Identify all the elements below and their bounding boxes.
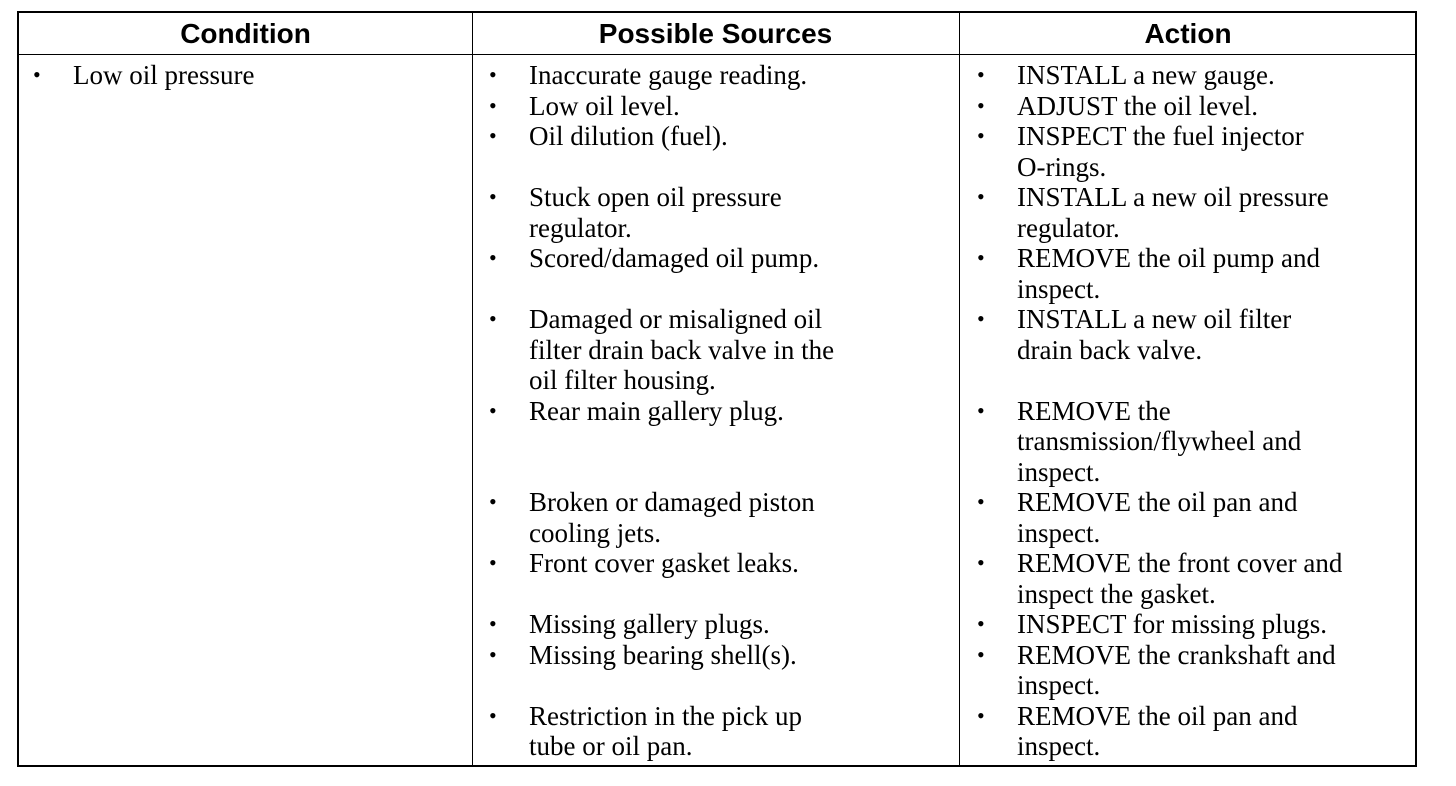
source-text: oil filter housing.: [529, 365, 716, 395]
source-text: tube or oil pan.: [529, 731, 693, 761]
source-bullet: •: [489, 641, 497, 667]
action-bullet: •: [977, 306, 985, 331]
source-bullet: •: [489, 489, 497, 514]
column-divider: [472, 13, 473, 765]
source-text: Damaged or misaligned oil: [529, 304, 823, 334]
action-bullet: •: [977, 641, 985, 667]
action-text: INSTALL a new gauge.: [1017, 60, 1275, 90]
source-text: Stuck open oil pressure: [529, 182, 782, 212]
action-bullet: •: [977, 489, 985, 514]
source-text: Restriction in the pick up: [529, 700, 802, 731]
action-text: inspect.: [1017, 517, 1101, 548]
source-text: Scored/damaged oil pump.: [529, 243, 820, 273]
source-bullet: •: [489, 702, 497, 728]
action-text: inspect.: [1017, 731, 1101, 761]
action-text: REMOVE the oil pan and: [1017, 487, 1298, 517]
action-bullet: •: [977, 92, 985, 118]
action-text: INSTALL a new oil pressure: [1017, 182, 1329, 212]
action-text: INSPECT for missing plugs.: [1017, 609, 1328, 639]
action-bullet: •: [977, 123, 985, 148]
header-condition: Condition: [180, 18, 311, 49]
condition-bullet: •: [33, 62, 41, 87]
action-text: REMOVE the front cover and: [1017, 548, 1343, 578]
action-text: regulator.: [1017, 212, 1120, 243]
source-text: Front cover gasket leaks.: [529, 548, 799, 578]
source-text: Missing bearing shell(s).: [529, 639, 797, 670]
source-bullet: •: [489, 397, 497, 423]
source-bullet: •: [489, 184, 497, 209]
source-text: Low oil level.: [529, 90, 680, 121]
action-text: O-rings.: [1017, 151, 1107, 182]
action-text: drain back valve.: [1017, 334, 1203, 365]
column-divider: [959, 13, 960, 765]
source-text: cooling jets.: [529, 517, 661, 548]
source-text: regulator.: [529, 212, 632, 243]
source-text: Missing gallery plugs.: [529, 609, 770, 639]
header-divider: [19, 54, 1415, 55]
action-text: INSPECT the fuel injector: [1017, 121, 1304, 151]
source-text: filter drain back valve in the: [529, 334, 835, 365]
action-text: inspect.: [1017, 456, 1101, 487]
source-bullet: •: [489, 611, 497, 636]
action-bullet: •: [977, 550, 985, 575]
troubleshooting-table: [17, 11, 1417, 767]
action-text: inspect.: [1017, 670, 1101, 700]
source-text: Rear main gallery plug.: [529, 395, 784, 426]
source-bullet: •: [489, 306, 497, 331]
action-bullet: •: [977, 245, 985, 270]
source-bullet: •: [489, 62, 497, 87]
source-text: Inaccurate gauge reading.: [529, 60, 808, 90]
action-text: INSTALL a new oil filter: [1017, 304, 1292, 334]
action-bullet: •: [977, 397, 985, 423]
source-text: Broken or damaged piston: [529, 487, 815, 517]
action-text: REMOVE the crankshaft and: [1017, 639, 1336, 670]
source-bullet: •: [489, 245, 497, 270]
action-text: REMOVE the: [1017, 395, 1171, 426]
source-bullet: •: [489, 92, 497, 118]
source-bullet: •: [489, 123, 497, 148]
action-bullet: •: [977, 611, 985, 636]
action-bullet: •: [977, 702, 985, 728]
action-text: inspect the gasket.: [1017, 578, 1216, 609]
action-bullet: •: [977, 184, 985, 209]
action-text: transmission/flywheel and: [1017, 426, 1302, 456]
header-possible-sources: Possible Sources: [598, 18, 833, 49]
source-text: Oil dilution (fuel).: [529, 121, 728, 151]
condition-text: Low oil pressure: [73, 60, 255, 90]
action-text: REMOVE the oil pan and: [1017, 700, 1298, 731]
source-bullet: •: [489, 550, 497, 575]
action-bullet: •: [977, 62, 985, 87]
action-text: inspect.: [1017, 273, 1101, 304]
action-text: REMOVE the oil pump and: [1017, 243, 1320, 273]
header-action: Action: [1144, 18, 1232, 49]
action-text: ADJUST the oil level.: [1017, 90, 1258, 121]
